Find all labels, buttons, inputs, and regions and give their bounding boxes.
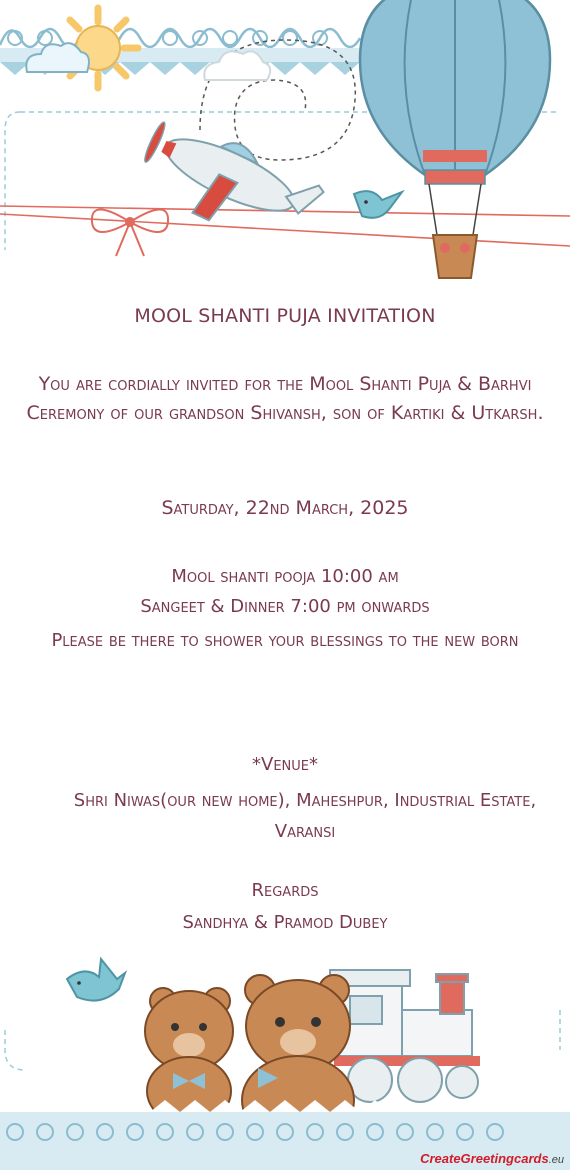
- brand-watermark[interactable]: [420, 1151, 564, 1166]
- event-date: Saturday, 22nd March, 2025: [161, 497, 409, 519]
- top-decoration: [0, 0, 570, 300]
- watermark-suffix: .eu: [548, 1154, 564, 1166]
- blessing-message: Please be there to shower your blessings to the new born: [51, 630, 519, 651]
- regards-label: Regards: [251, 880, 319, 901]
- dinner-time: Sangeet & Dinner 7:00 pm onwards: [140, 596, 430, 617]
- toy-train-icon: [330, 970, 480, 1102]
- event-schedule: [20, 562, 550, 622]
- bow-icon: [92, 210, 168, 257]
- ribbon: [0, 206, 570, 246]
- bird-icon: [354, 191, 402, 218]
- venue-address: Shri Niwas(our new home), Maheshpur, Industrial Estate, Varansi: [73, 790, 537, 842]
- invitation-title: MOOL SHANTI PUJA INVITATION: [134, 305, 436, 327]
- pooja-time: Mool shanti pooja 10:00 am: [171, 566, 399, 587]
- invitation-message: You are cordially invited for the Mool Shanti Puja & Barhvi Ceremony of our grandson Shivansh, son of Kartiki & Utkarsh.: [26, 373, 544, 424]
- watermark-brand: CreateGreetingcards: [420, 1151, 549, 1166]
- bird-icon: [67, 959, 125, 1001]
- venue-heading: *Venue*: [252, 754, 318, 775]
- host-names: Sandhya & Pramod Dubey: [182, 912, 388, 933]
- airplane-icon: [131, 110, 327, 260]
- bottom-decoration: [0, 940, 570, 1170]
